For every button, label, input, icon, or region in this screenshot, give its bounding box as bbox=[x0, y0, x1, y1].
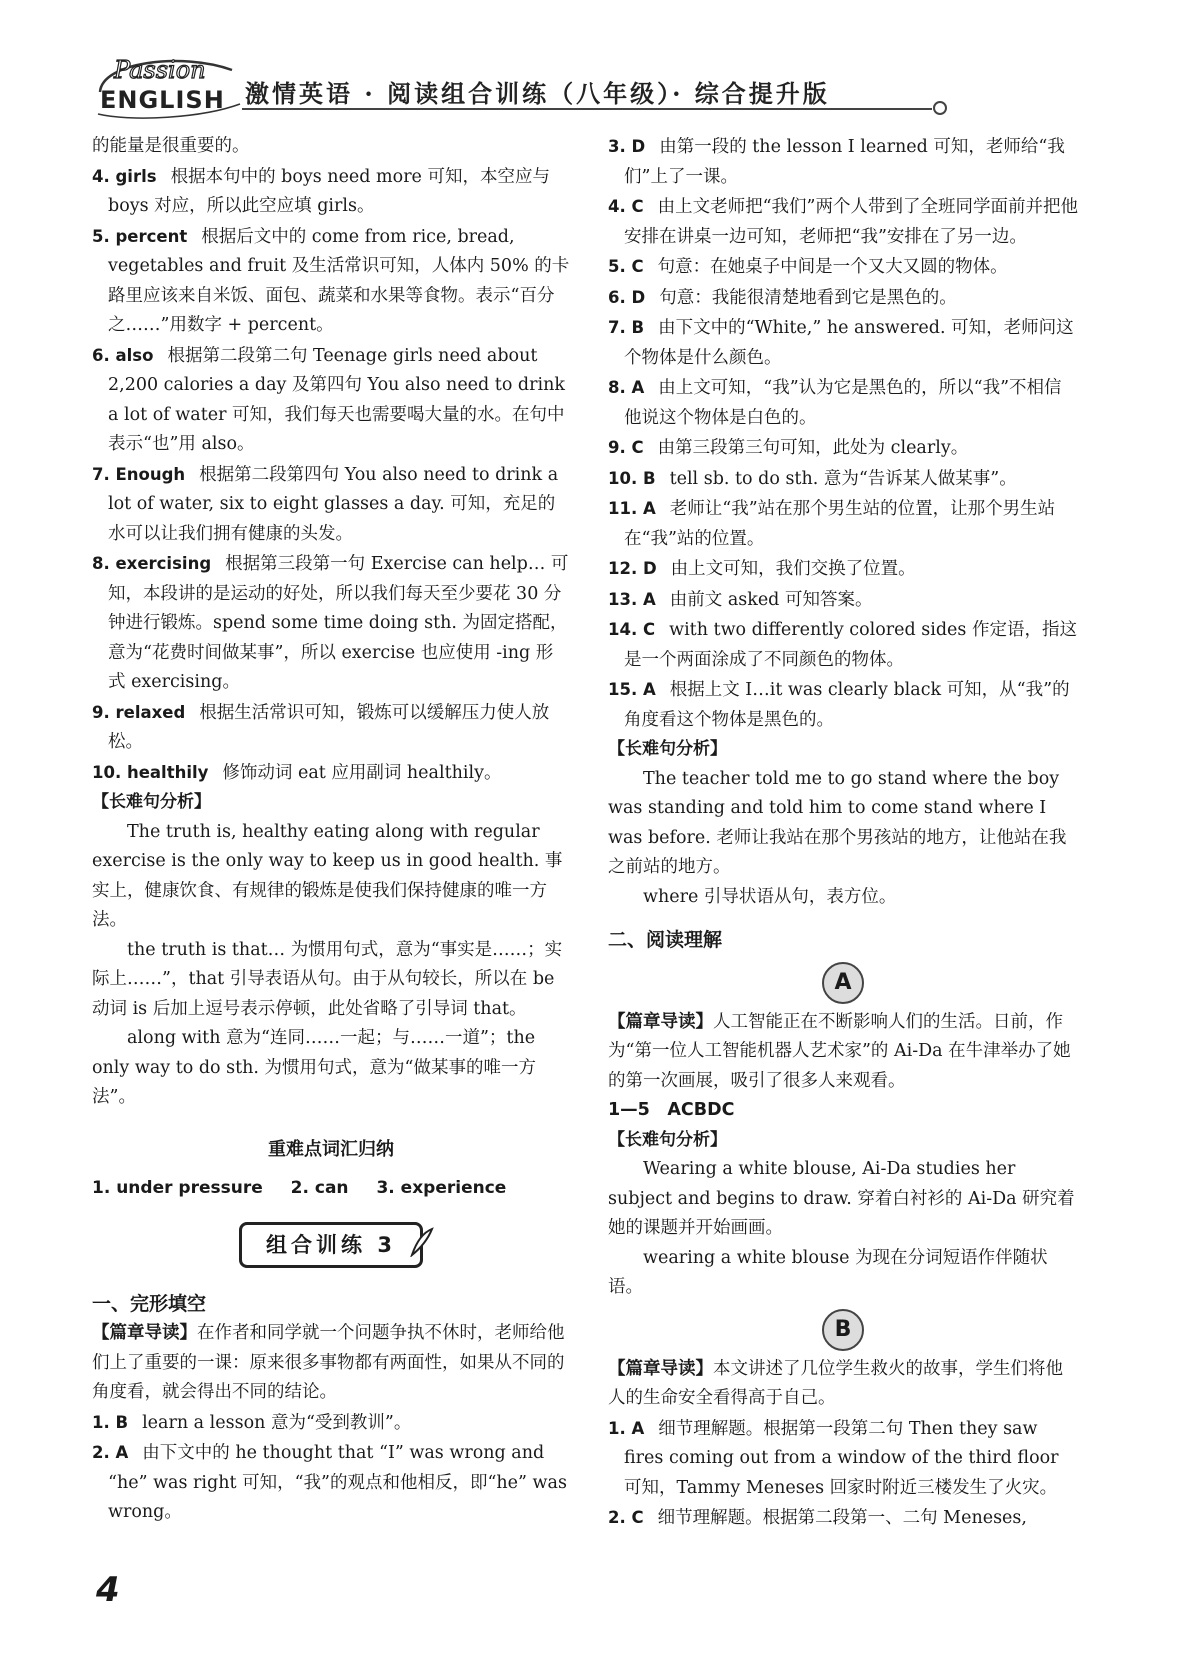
answer-key: 14. C bbox=[608, 620, 656, 639]
answer-item bbox=[92, 698, 570, 758]
answer-key: 5. percent bbox=[92, 226, 188, 246]
page-header bbox=[92, 52, 1132, 124]
vocab-item: 3. experience bbox=[376, 1178, 507, 1198]
answer-explanation: 由上文可知，“我”认为它是黑色的，所以“我”不相信他说这个物体是白色的。 bbox=[624, 378, 1062, 428]
analysis-paragraph: along with 意为“连同……一起；与……一道”；the only way to do sth. 为惯用句式，意为“做某事的唯一方法”。 bbox=[92, 1028, 537, 1107]
answer-key: 12. D bbox=[608, 559, 657, 578]
answer-key: 2. C bbox=[608, 1508, 644, 1527]
continued-text: 的能量是很重要的。 bbox=[92, 136, 250, 156]
header-circle-icon bbox=[930, 98, 950, 118]
answer-item bbox=[608, 433, 1078, 464]
logo-bottom-text: ENGLISH bbox=[100, 86, 225, 114]
answer-item bbox=[608, 373, 1078, 433]
answer-item bbox=[608, 1414, 1078, 1504]
answer-item bbox=[608, 464, 1078, 495]
answer-explanation: 修饰动词 eat 应用副词 healthily。 bbox=[222, 762, 502, 783]
answer-key: 15. A bbox=[608, 680, 656, 699]
answer-item bbox=[92, 341, 570, 460]
answer-item bbox=[608, 192, 1078, 252]
answer-key: 11. A bbox=[608, 499, 656, 518]
answer-key: 2. A bbox=[92, 1443, 129, 1462]
answer-item bbox=[608, 494, 1078, 554]
answer-item bbox=[608, 252, 1078, 283]
answer-explanation: 根据第二段第四句 You also need to drink a lot of water, six to eight glasses a day. 可知，充足的水可以让我们拥有健康的头发。 bbox=[108, 464, 559, 544]
answer-item bbox=[608, 554, 1078, 585]
analysis-paragraph: where 引导状语从句，表方位。 bbox=[643, 886, 897, 907]
left-column bbox=[92, 132, 570, 1528]
analysis-paragraph: The truth is, healthy eating along with regular exercise is the only way to keep us in good health. 事实上，健康饮食、有规律的锻炼是使我们保持健康的唯一方法。 bbox=[92, 821, 563, 930]
answer-key: 4. girls bbox=[92, 166, 157, 186]
vocab-item: 2. can bbox=[290, 1178, 349, 1198]
guide-label: 【篇章导读】 bbox=[608, 1358, 713, 1379]
answer-key: 10. healthily bbox=[92, 762, 209, 782]
header-rule bbox=[242, 108, 932, 110]
guide-label: 【篇章导读】 bbox=[608, 1011, 713, 1032]
answer-key: 6. D bbox=[608, 287, 646, 307]
combo-training-label: 组合训练 3 bbox=[266, 1232, 396, 1257]
passage-b-badge: B bbox=[822, 1309, 864, 1351]
guide-label: 【篇章导读】 bbox=[92, 1323, 197, 1343]
right-column bbox=[608, 132, 1078, 1534]
answer-explanation: 根据第三段第一句 Exercise can help… 可知，本段讲的是运动的好处，所以我们每天至少要花 30 分钟进行锻炼。spend some time doing sth. 为固定搭配，意为“花费时间做某事”，所以 exercise 也应使用 -ing 形式 exercising。 bbox=[108, 554, 569, 692]
answer-explanation: 根据第二段第二句 Teenage girls need about 2,200 calories a day 及第四句 You also need to drink a lot of water 可知，我们每天也需要喝大量的水。在句中表示“也”用 also。 bbox=[108, 345, 565, 454]
answer-explanation: 细节理解题。根据第一段第二句 Then they saw fires coming out from a window of the third floor 可知，Tammy Meneses 回家时附近三楼发生了火灾。 bbox=[624, 1418, 1059, 1498]
answer-item bbox=[608, 313, 1078, 373]
answer-item bbox=[92, 162, 570, 222]
analysis-title: 【长难句分析】 bbox=[92, 792, 211, 812]
passion-english-logo bbox=[92, 52, 242, 120]
passage-a-badge: A bbox=[822, 962, 864, 1004]
answer-key: 6. also bbox=[92, 345, 154, 365]
answer-item bbox=[92, 758, 570, 789]
page-number: 4 bbox=[96, 1570, 120, 1610]
answer-key: 7. Enough bbox=[92, 464, 186, 484]
guide-paragraph bbox=[92, 1319, 570, 1408]
cloze-section-title: 一、完形填空 bbox=[92, 1292, 207, 1315]
answer-key: 9. C bbox=[608, 438, 644, 457]
logo-top-text: Passion bbox=[114, 56, 206, 84]
guide-text: 在作者和同学就一个问题争执不休时，老师给他们上了重要的一课：原来很多事物都有两面性，如果从不同的角度看，就会得出不同的结论。 bbox=[92, 1323, 565, 1402]
answer-item bbox=[608, 615, 1078, 675]
answer-explanation: 根据上文 I…it was clearly black 可知，从“我”的角度看这个物体是黑色的。 bbox=[624, 680, 1070, 730]
guide-text: 人工智能正在不断影响人们的生活。日前，作为“第一位人工智能机器人艺术家”的 Ai-Da 在牛津举办了她的第一次画展，吸引了很多人来观看。 bbox=[608, 1011, 1071, 1091]
answer-explanation: 由第三段第三句可知，此处为 clearly。 bbox=[657, 438, 969, 458]
answer-key: 8. exercising bbox=[92, 554, 212, 573]
guide-paragraph bbox=[608, 1355, 1078, 1414]
answer-item bbox=[608, 283, 1078, 314]
answer-explanation: 由下文中的“White,” he answered. 可知，老师问这个物体是什么颜色。 bbox=[624, 318, 1074, 368]
answer-explanation: 由前文 asked 可知答案。 bbox=[669, 589, 873, 610]
answer-explanation: 句意：在她桌子中间是一个又大又圆的物体。 bbox=[657, 257, 1008, 277]
analysis-paragraph: wearing a white blouse 为现在分词短语作伴随状语。 bbox=[608, 1247, 1048, 1297]
answer-key: 8. A bbox=[608, 378, 645, 397]
vocab-heading: 重难点词汇归纳 bbox=[268, 1138, 394, 1160]
answer-explanation: learn a lesson 意为“受到教训”。 bbox=[142, 1412, 412, 1433]
answer-item bbox=[608, 675, 1078, 735]
answer-key: 7. B bbox=[608, 318, 645, 337]
book-title: 激情英语 · 阅读组合训练（八年级）· 综合提升版 bbox=[245, 79, 830, 108]
guide-paragraph bbox=[608, 1008, 1078, 1097]
answer-item bbox=[92, 222, 570, 341]
answer-explanation: 由下文中的 he thought that “I” was wrong and “he” was right 可知，“我”的观点和他相反，即“he” was wrong。 bbox=[108, 1443, 567, 1522]
combo-training-banner bbox=[239, 1222, 423, 1268]
reading-section-title: 二、阅读理解 bbox=[608, 929, 723, 951]
answer-key: 1. B bbox=[92, 1412, 129, 1432]
answer-item bbox=[608, 1503, 1078, 1534]
answer-line: 1—5 ACBDC bbox=[608, 1100, 735, 1120]
answer-explanation: 由上文老师把“我们”两个人带到了全班同学面前并把他安排在讲桌一边可知，老师把“我”安排在了另一边。 bbox=[624, 197, 1079, 247]
analysis-paragraph: Wearing a white blouse, Ai-Da studies her subject and begins to draw. 穿着白衬衫的 Ai-Da 研究着她的课题并开始画画。 bbox=[608, 1159, 1075, 1238]
analysis-paragraph: The teacher told me to go stand where the boy was standing and told him to come stand where I was before. 老师让我站在那个男孩站的地方，让他站在我之前站的地方。 bbox=[608, 768, 1067, 877]
answer-key: 10. B bbox=[608, 468, 656, 488]
vocab-list bbox=[92, 1174, 570, 1204]
answer-key: 13. A bbox=[608, 589, 656, 609]
feather-icon bbox=[408, 1227, 434, 1257]
answer-explanation: with two differently colored sides 作定语，指这是一个两面涂成了不同颜色的物体。 bbox=[624, 620, 1077, 670]
answer-key: 4. C bbox=[608, 197, 644, 216]
answer-key: 3. D bbox=[608, 137, 646, 156]
answer-item bbox=[608, 585, 1078, 616]
answer-explanation: 由第一段的 the lesson I learned 可知，老师给“我们”上了一课。 bbox=[624, 137, 1065, 187]
answer-explanation: 句意：我能很清楚地看到它是黑色的。 bbox=[659, 287, 957, 308]
answer-explanation: 根据后文中的 come from rice, bread, vegetables and fruit 及生活常识可知，人体内 50% 的卡路里应该来自米饭、面包、蔬菜和水果等食物。表示“百分之……”用数字 + percent。 bbox=[108, 226, 570, 335]
answer-key: 5. C bbox=[608, 257, 644, 276]
answer-item bbox=[608, 132, 1078, 192]
vocab-item: 1. under pressure bbox=[92, 1178, 263, 1198]
answer-key: 1. A bbox=[608, 1418, 645, 1438]
answer-explanation: 细节理解题。根据第二段第一、二句 Meneses, bbox=[657, 1508, 1027, 1528]
analysis-title: 【长难句分析】 bbox=[608, 1129, 727, 1150]
answer-item bbox=[92, 1438, 570, 1528]
answer-item bbox=[92, 460, 570, 550]
answer-explanation: 根据生活常识可知，锻炼可以缓解压力使人放松。 bbox=[108, 702, 550, 752]
answer-key: 9. relaxed bbox=[92, 702, 186, 722]
answer-explanation: 由上文可知，我们交换了位置。 bbox=[670, 559, 916, 579]
analysis-paragraph: the truth is that… 为惯用句式，意为“事实是……；实际上……”，that 引导表语从句。由于从句较长，所以在 be 动词 is 后加上逗号表示停顿，此处省略了引导词 that。 bbox=[92, 939, 563, 1019]
analysis-title: 【长难句分析】 bbox=[608, 739, 727, 759]
answer-item bbox=[92, 1408, 570, 1439]
answer-item bbox=[92, 549, 570, 698]
answer-explanation: 老师让“我”站在那个男生站的位置，让那个男生站在“我”站的位置。 bbox=[624, 499, 1056, 549]
guide-text: 本文讲述了几位学生救火的故事，学生们将他人的生命安全看得高于自己。 bbox=[608, 1358, 1063, 1408]
answer-explanation: tell sb. to do sth. 意为“告诉某人做某事”。 bbox=[669, 468, 1017, 489]
answer-explanation: 根据本句中的 boys need more 可知，本空应与 boys 对应，所以此空应填 girls。 bbox=[108, 166, 550, 216]
